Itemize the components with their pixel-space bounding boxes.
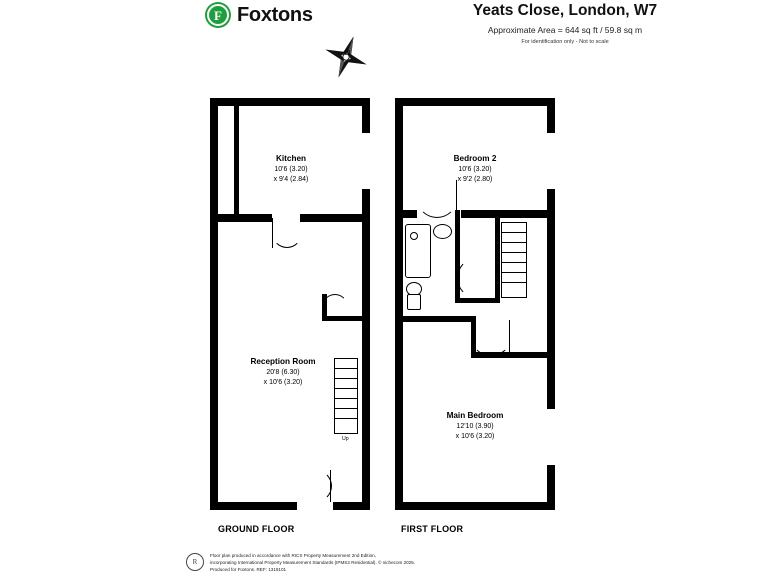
door-leaf-main-bedroom <box>509 320 510 354</box>
bath-plug-icon <box>410 232 418 240</box>
disclaimer-text: For identification only - Not to scale <box>521 39 609 45</box>
door-arc-bathroom <box>457 258 495 298</box>
logo-letter: F <box>214 7 222 23</box>
footer-line-1: Floor plan produced in accordance with RICS Property Measurement 2nd Edition, <box>210 553 376 558</box>
stair-tread <box>334 398 358 399</box>
front-door-opening <box>296 502 334 510</box>
footer-line-3: Produced for Foxtons. REF: 1319101 <box>210 567 287 573</box>
wall-top <box>210 98 370 106</box>
wall-landing-mid <box>455 298 499 303</box>
room-name: Main Bedroom <box>446 411 504 420</box>
stair-tread <box>501 252 527 253</box>
wall-bathroom-left <box>395 210 400 322</box>
stair-direction-label: Up <box>342 436 349 442</box>
room-dim-1: 10'6 (3.20) <box>458 165 492 173</box>
room-label-main-bedroom <box>419 410 531 442</box>
toilet-cistern <box>407 294 421 310</box>
room-dim-2: x 9'4 (2.84) <box>273 176 309 184</box>
room-name: Kitchen <box>275 154 307 163</box>
room-label-bedroom2 <box>423 153 527 185</box>
room-dim-2: x 9'2 (2.80) <box>457 176 493 184</box>
wall-bottom <box>210 502 370 510</box>
rics-badge-icon: R <box>186 553 204 571</box>
washbasin-fixture <box>433 224 452 239</box>
wall-kitchen-partition-left <box>210 214 272 222</box>
compass-north-icon <box>322 33 370 81</box>
room-name: Reception Room <box>250 357 316 366</box>
footer-text <box>210 552 415 573</box>
door-arc-understairs <box>322 294 348 320</box>
compass-north-letter: N <box>345 50 351 57</box>
wall-stair-left <box>495 210 500 303</box>
room-label-kitchen <box>248 153 334 185</box>
stair-tread <box>501 232 527 233</box>
wall-top <box>395 98 555 106</box>
room-dim-1: 12'10 (3.90) <box>456 422 494 430</box>
window-main-bedroom-right <box>547 408 555 466</box>
room-name: Bedroom 2 <box>453 154 497 163</box>
compass-svg <box>322 33 370 81</box>
wall-kitchen-return <box>234 106 239 218</box>
stair-tread <box>334 408 358 409</box>
staircase-first <box>501 222 527 298</box>
floor-caption-first: FIRST FLOOR <box>401 524 464 534</box>
brand-name: Foxtons <box>237 3 313 26</box>
door-leaf-front <box>330 470 331 502</box>
stair-direction-label: Down <box>503 212 517 218</box>
header-block <box>400 0 730 45</box>
door-arc-bedroom2 <box>417 180 457 218</box>
door-arc-main-bedroom <box>471 320 511 356</box>
stair-tread <box>501 272 527 273</box>
stair-tread <box>501 282 527 283</box>
window-kitchen-right <box>362 132 370 190</box>
room-dim-1: 20'8 (6.30) <box>266 368 300 376</box>
wall-kitchen-partition-right <box>300 214 370 222</box>
bathtub-fixture <box>405 224 431 278</box>
floor-caption-ground: GROUND FLOOR <box>218 524 295 534</box>
footer-block <box>186 552 415 573</box>
foxtons-brand <box>205 2 313 28</box>
door-leaf-bathroom <box>457 258 458 298</box>
page-title: Yeats Close, London, W7 <box>472 2 658 19</box>
ground-floor-plan <box>210 98 370 510</box>
wall-bathroom-bottom <box>395 316 471 322</box>
room-dim-2: x 10'6 (3.20) <box>455 433 495 441</box>
room-label-reception <box>224 356 342 388</box>
room-dim-2: x 10'6 (3.20) <box>263 379 303 387</box>
stair-tread <box>501 262 527 263</box>
window-bed2-right <box>547 132 555 190</box>
foxtons-f-logo-icon <box>205 2 231 28</box>
wall-bottom <box>395 502 555 510</box>
room-dim-1: 10'6 (3.20) <box>274 165 308 173</box>
stair-tread <box>501 242 527 243</box>
door-leaf-understairs <box>322 294 323 320</box>
door-arc-front <box>300 470 332 502</box>
door-arc-kitchen <box>272 218 302 248</box>
first-floor-plan <box>395 98 555 510</box>
area-summary: Approximate Area = 644 sq ft / 59.8 sq m <box>487 25 643 35</box>
footer-line-2: incorporating International Property Measurement Standards (IPMS2 Residential). © nichecom 2025. <box>210 560 416 566</box>
door-leaf-kitchen <box>272 218 273 248</box>
wall-left <box>210 98 218 510</box>
stair-tread <box>334 418 358 419</box>
